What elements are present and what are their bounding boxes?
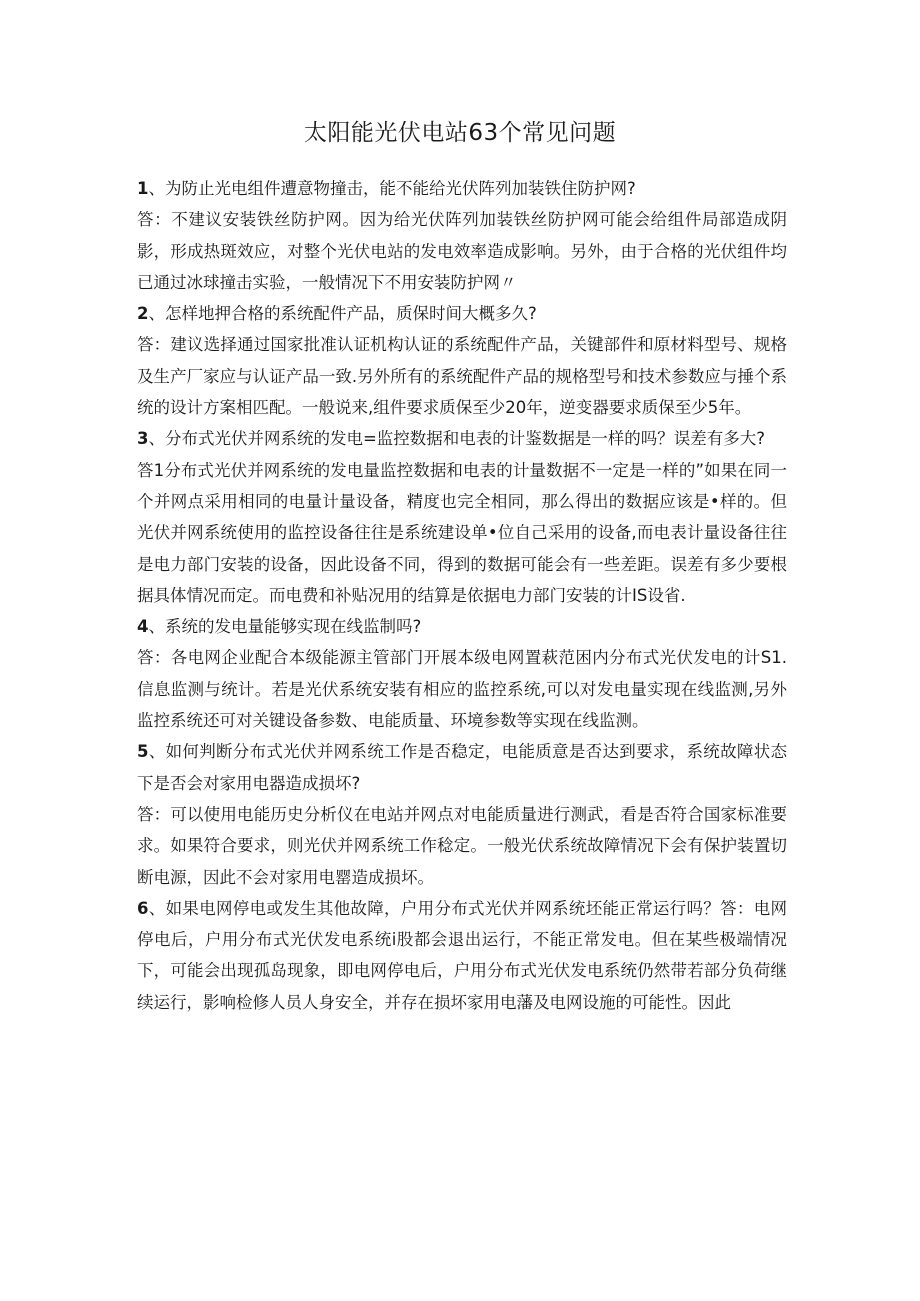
answer-2: 答：建议选择通过国家批准认证机构认证的系统配件产品，关键部件和原材料型号、规格及生产厂家应与认证产品一致.另外所有的系统配件产品的规格型号和技术参数应与捶个系统的设计方案相匹配。一般说来,组件要求质保至少20年，逆变器要求质保至少5年。 [137,335,787,418]
question-text: 、如何判断分布式光伏并网系统工作是否稳定，电能质意是否达到要求，系统故障状态下是否会对家用电器造成损坏? [137,742,787,793]
answer-3: 答1分布式光伏并网系统的发电量监控数据和电表的计量数据不一定是一样的”如果在同一个并网点采用相同的电量计量设备，精度也完全相同，那么得出的数据应该是•样的。但光伏并网系统使用的监控设备往往是系统建设单•位自己采用的设备,而电表计量设备往往是电力部门安装的设备，因此设备不同，得到的数据可能会有一些差距。误差有多少要根据具体情况而定。而电费和补贴况用的结算是依据电力部门安装的计IS设省. [137,460,787,605]
question-1 [137,173,787,204]
question-2 [137,298,787,329]
question-6 [137,893,787,1018]
question-number: 3 [137,429,149,449]
answer-1: 答：不建议安装铁丝防护网。因为给光伏阵列加装铁丝防护网可能会给组件局部造成阴影，形成热斑效应，对整个光伏电站的发电效率造成影响。另外，由于合格的光伏组件均已通过冰球撞击实验，一般情况下不用安装防护网〃 [137,210,787,292]
question-number: 5 [137,742,149,762]
question-number: 2 [137,304,149,324]
question-text: 、怎样地押合格的系统配件产品，质保时间大概多久? [148,304,537,324]
question-3 [137,423,787,454]
answer-4: 答：各电网企业配合本级能源主管部门开展本级电网置萩范困内分布式光伏发电的计S1.信息监测与统计。若是光伏系统安装有相应的监控系统,可以对发电量实现在线监测,另外监控系统还可对关键设备参数、电能质量、环境参数等实现在线监测。 [137,648,787,731]
question-number: 4 [137,617,149,637]
answer-5: 答：可以使用电能历史分析仪在电站并网点对电能质量进行测武，看是否符合国家标准要求。如果符合要求，则光伏并网系统工作稔定。一般光伏系统故障情况下会有保护装置切断电源，因此不会对家用电罂造成损坏。 [137,804,787,887]
question-number: 1 [137,179,149,198]
document-body [137,173,787,1018]
question-text: 、分布式光伏并网系统的发电=监控数据和电表的计鉴数据是一样的吗？误差有多大? [148,429,766,449]
question-number: 6 [137,898,149,918]
question-text: 、如果电网停电或发生其他故障，户用分布式光伏并网系统坯能正常运行吗？答：电网停电后，户用分布式光伏发电系统i股都会退出运行，不能正常发电。但在某些极端情况下，可能会出现孤岛现象，即电网停电后，户用分布式光伏发电系统仍然带若部分负荷继续运行，影响检修人员人身安全，并存在损坏家用电藩及电网设施的可能性。因此 [137,898,787,1012]
question-4 [137,611,787,642]
document-title: 太阳能光伏电站63个常见问题 [303,120,617,146]
question-text: 、为防止光电组件遭意物撞击，能不能给光伏阵列加装铁住防护网? [148,179,636,198]
question-text: 、系统的发电量能够实现在线监制吗? [148,617,422,637]
question-5 [137,736,787,799]
